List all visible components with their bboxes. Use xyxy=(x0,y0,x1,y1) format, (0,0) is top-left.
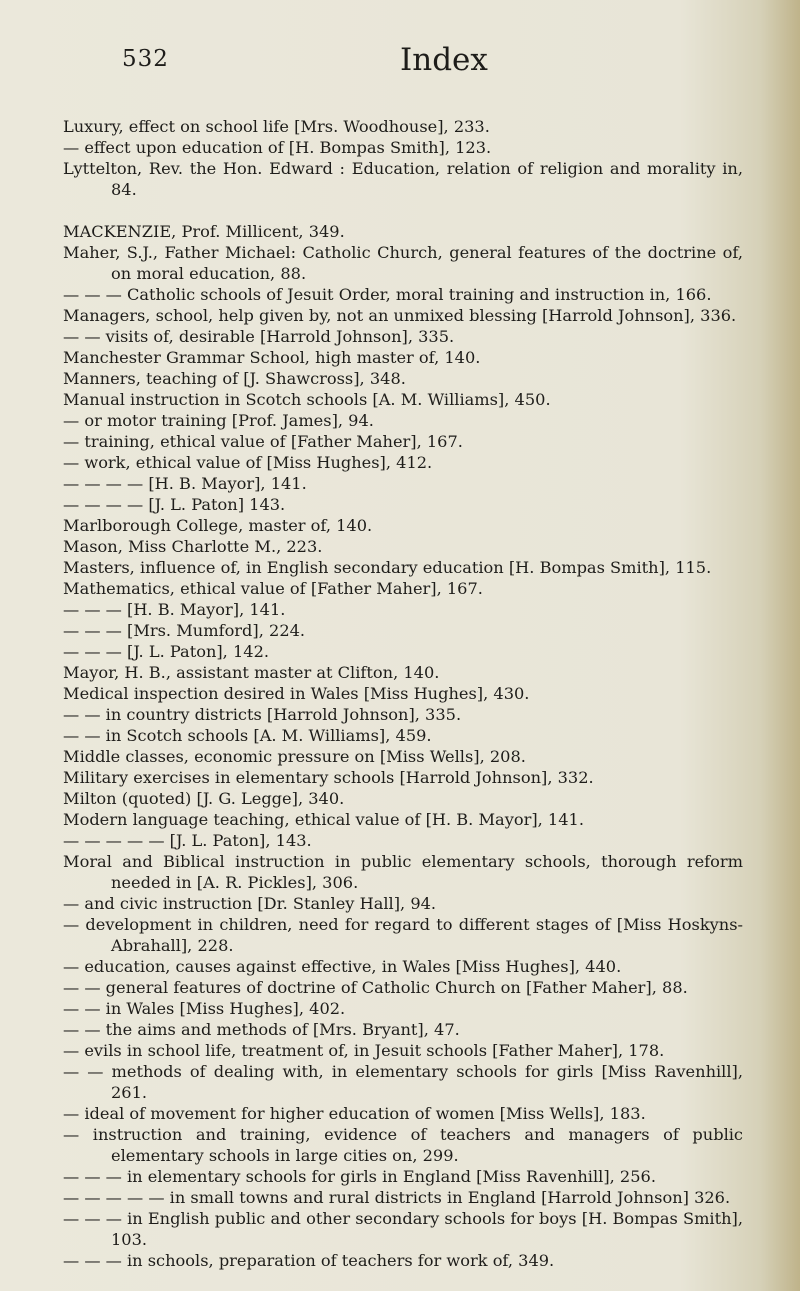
index-entry: Managers, school, help given by, not an unmixed blessing [Harrold Johnson], 336. xyxy=(63,306,737,325)
index-entry: Mathematics, ethical value of [Father Maher], 167. xyxy=(63,579,483,598)
index-entry: — — — — — [J. L. Paton], 143. xyxy=(63,831,312,850)
index-entry: Mason, Miss Charlotte M., 223. xyxy=(63,537,323,556)
index-entry: — — in Wales [Miss Hughes], 402. xyxy=(63,999,346,1018)
index-entry: Maher, S.J., Father Michael: Catholic Church, general features of the doctrine of, on moral education, 88. xyxy=(63,243,743,283)
index-entry: — work, ethical value of [Miss Hughes], 412. xyxy=(63,453,433,472)
index-entry: — — — [Mrs. Mumford], 224. xyxy=(63,621,306,640)
index-entry: Luxury, effect on school life [Mrs. Woodhouse], 233. xyxy=(63,117,490,136)
index-entry: Moral and Biblical instruction in public elementary schools, thorough reform needed in [A. R. Pickles], 306. xyxy=(63,852,743,892)
index-entry: — — — — [H. B. Mayor], 141. xyxy=(63,474,307,493)
index-entry: Masters, influence of, in English secondary education [H. Bompas Smith], 115. xyxy=(63,558,712,577)
index-entry: — training, ethical value of [Father Maher], 167. xyxy=(63,432,463,451)
index-entry: — — — — [J. L. Paton] 143. xyxy=(63,495,286,514)
section-gap xyxy=(63,200,743,221)
index-entry: — — — [H. B. Mayor], 141. xyxy=(63,600,286,619)
index-entry: Modern language teaching, ethical value of [H. B. Mayor], 141. xyxy=(63,810,584,829)
index-entry: — or motor training [Prof. James], 94. xyxy=(63,411,374,430)
index-entry: — instruction and training, evidence of teachers and managers of public elementary schools in large cities on, 299. xyxy=(63,1125,743,1165)
index-entry: — education, causes against effective, in Wales [Miss Hughes], 440. xyxy=(63,957,622,976)
index-entry: MACKENZIE, Prof. Millicent, 349. xyxy=(63,222,345,241)
index-entry: Milton (quoted) [J. G. Legge], 340. xyxy=(63,789,345,808)
index-entry: — — visits of, desirable [Harrold Johnson], 335. xyxy=(63,327,455,346)
index-entry: — — — [J. L. Paton], 142. xyxy=(63,642,270,661)
index-entry: Medical inspection desired in Wales [Miss Hughes], 430. xyxy=(63,684,530,703)
index-entry: Military exercises in elementary schools [Harrold Johnson], 332. xyxy=(63,768,594,787)
index-entry: Marlborough College, master of, 140. xyxy=(63,516,373,535)
index-entry: Middle classes, economic pressure on [Miss Wells], 208. xyxy=(63,747,526,766)
index-entry: — — the aims and methods of [Mrs. Bryant], 47. xyxy=(63,1020,460,1039)
index-entry: — development in children, need for regard to different stages of [Miss Hoskyns-Abrahall], 228. xyxy=(63,915,743,955)
index-entries xyxy=(63,116,743,1271)
index-entry: — — — Catholic schools of Jesuit Order, moral training and instruction in, 166. xyxy=(63,285,712,304)
index-entry: — — methods of dealing with, in elementary schools for girls [Miss Ravenhill], 261. xyxy=(63,1062,743,1102)
running-title: Index xyxy=(400,42,488,78)
index-entry: — — general features of doctrine of Catholic Church on [Father Maher], 88. xyxy=(63,978,688,997)
index-entry: Lyttelton, Rev. the Hon. Edward : Education, relation of religion and morality in, 84. xyxy=(63,159,743,199)
index-entry: — — — in schools, preparation of teachers for work of, 349. xyxy=(63,1251,555,1270)
index-entry: Manners, teaching of [J. Shawcross], 348. xyxy=(63,369,406,388)
index-entry: — — in country districts [Harrold Johnson], 335. xyxy=(63,705,462,724)
index-entry: — — — — — in small towns and rural districts in England [Harrold Johnson] 326. xyxy=(63,1188,731,1207)
index-entry: — — in Scotch schools [A. M. Williams], 459. xyxy=(63,726,432,745)
index-entry: — — — in elementary schools for girls in England [Miss Ravenhill], 256. xyxy=(63,1167,656,1186)
page-header xyxy=(122,42,722,82)
index-entry: Manual instruction in Scotch schools [A. M. Williams], 450. xyxy=(63,390,551,409)
index-entry: — and civic instruction [Dr. Stanley Hall], 94. xyxy=(63,894,437,913)
index-entry: Manchester Grammar School, high master of, 140. xyxy=(63,348,481,367)
index-entry: — effect upon education of [H. Bompas Smith], 123. xyxy=(63,138,492,157)
index-entry: — ideal of movement for higher education of women [Miss Wells], 183. xyxy=(63,1104,646,1123)
page-number: 532 xyxy=(122,46,169,72)
index-entry: Mayor, H. B., assistant master at Clifton, 140. xyxy=(63,663,440,682)
index-entry: — evils in school life, treatment of, in Jesuit schools [Father Maher], 178. xyxy=(63,1041,665,1060)
index-entry: — — — in English public and other secondary schools for boys [H. Bompas Smith], 103. xyxy=(63,1209,743,1249)
